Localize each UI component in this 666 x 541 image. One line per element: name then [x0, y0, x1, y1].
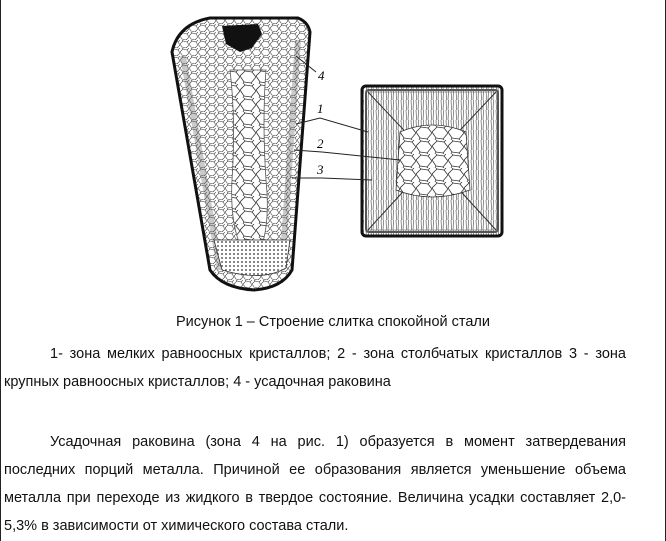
figure-label-4: 4 [318, 68, 325, 83]
figure-label-1: 1 [317, 101, 324, 116]
figure-label-2: 2 [317, 136, 324, 151]
ingot-cross-section [362, 86, 502, 236]
figure-label-3: 3 [317, 162, 324, 177]
body-paragraph: Усадочная раковина (зона 4 на рис. 1) образуется в момент затвердевания последних порций металла. Причиной ее образования является уменьшение объема металла при переходе из жидкого в твердое состояние. Величина усадки составляет 2,0-5,3% в зависимости от химического состава стали. [4, 434, 626, 534]
ingot-longitudinal-section [172, 18, 310, 290]
figure-legend: 1- зона мелких равноосных кристаллов; 2 - зона столбчатых кристаллов 3 - зона крупных равноосных кристаллов; 4 - усадочная раковина [4, 346, 626, 390]
figure-caption: Рисунок 1 – Строение слитка спокойной стали [175, 314, 490, 330]
